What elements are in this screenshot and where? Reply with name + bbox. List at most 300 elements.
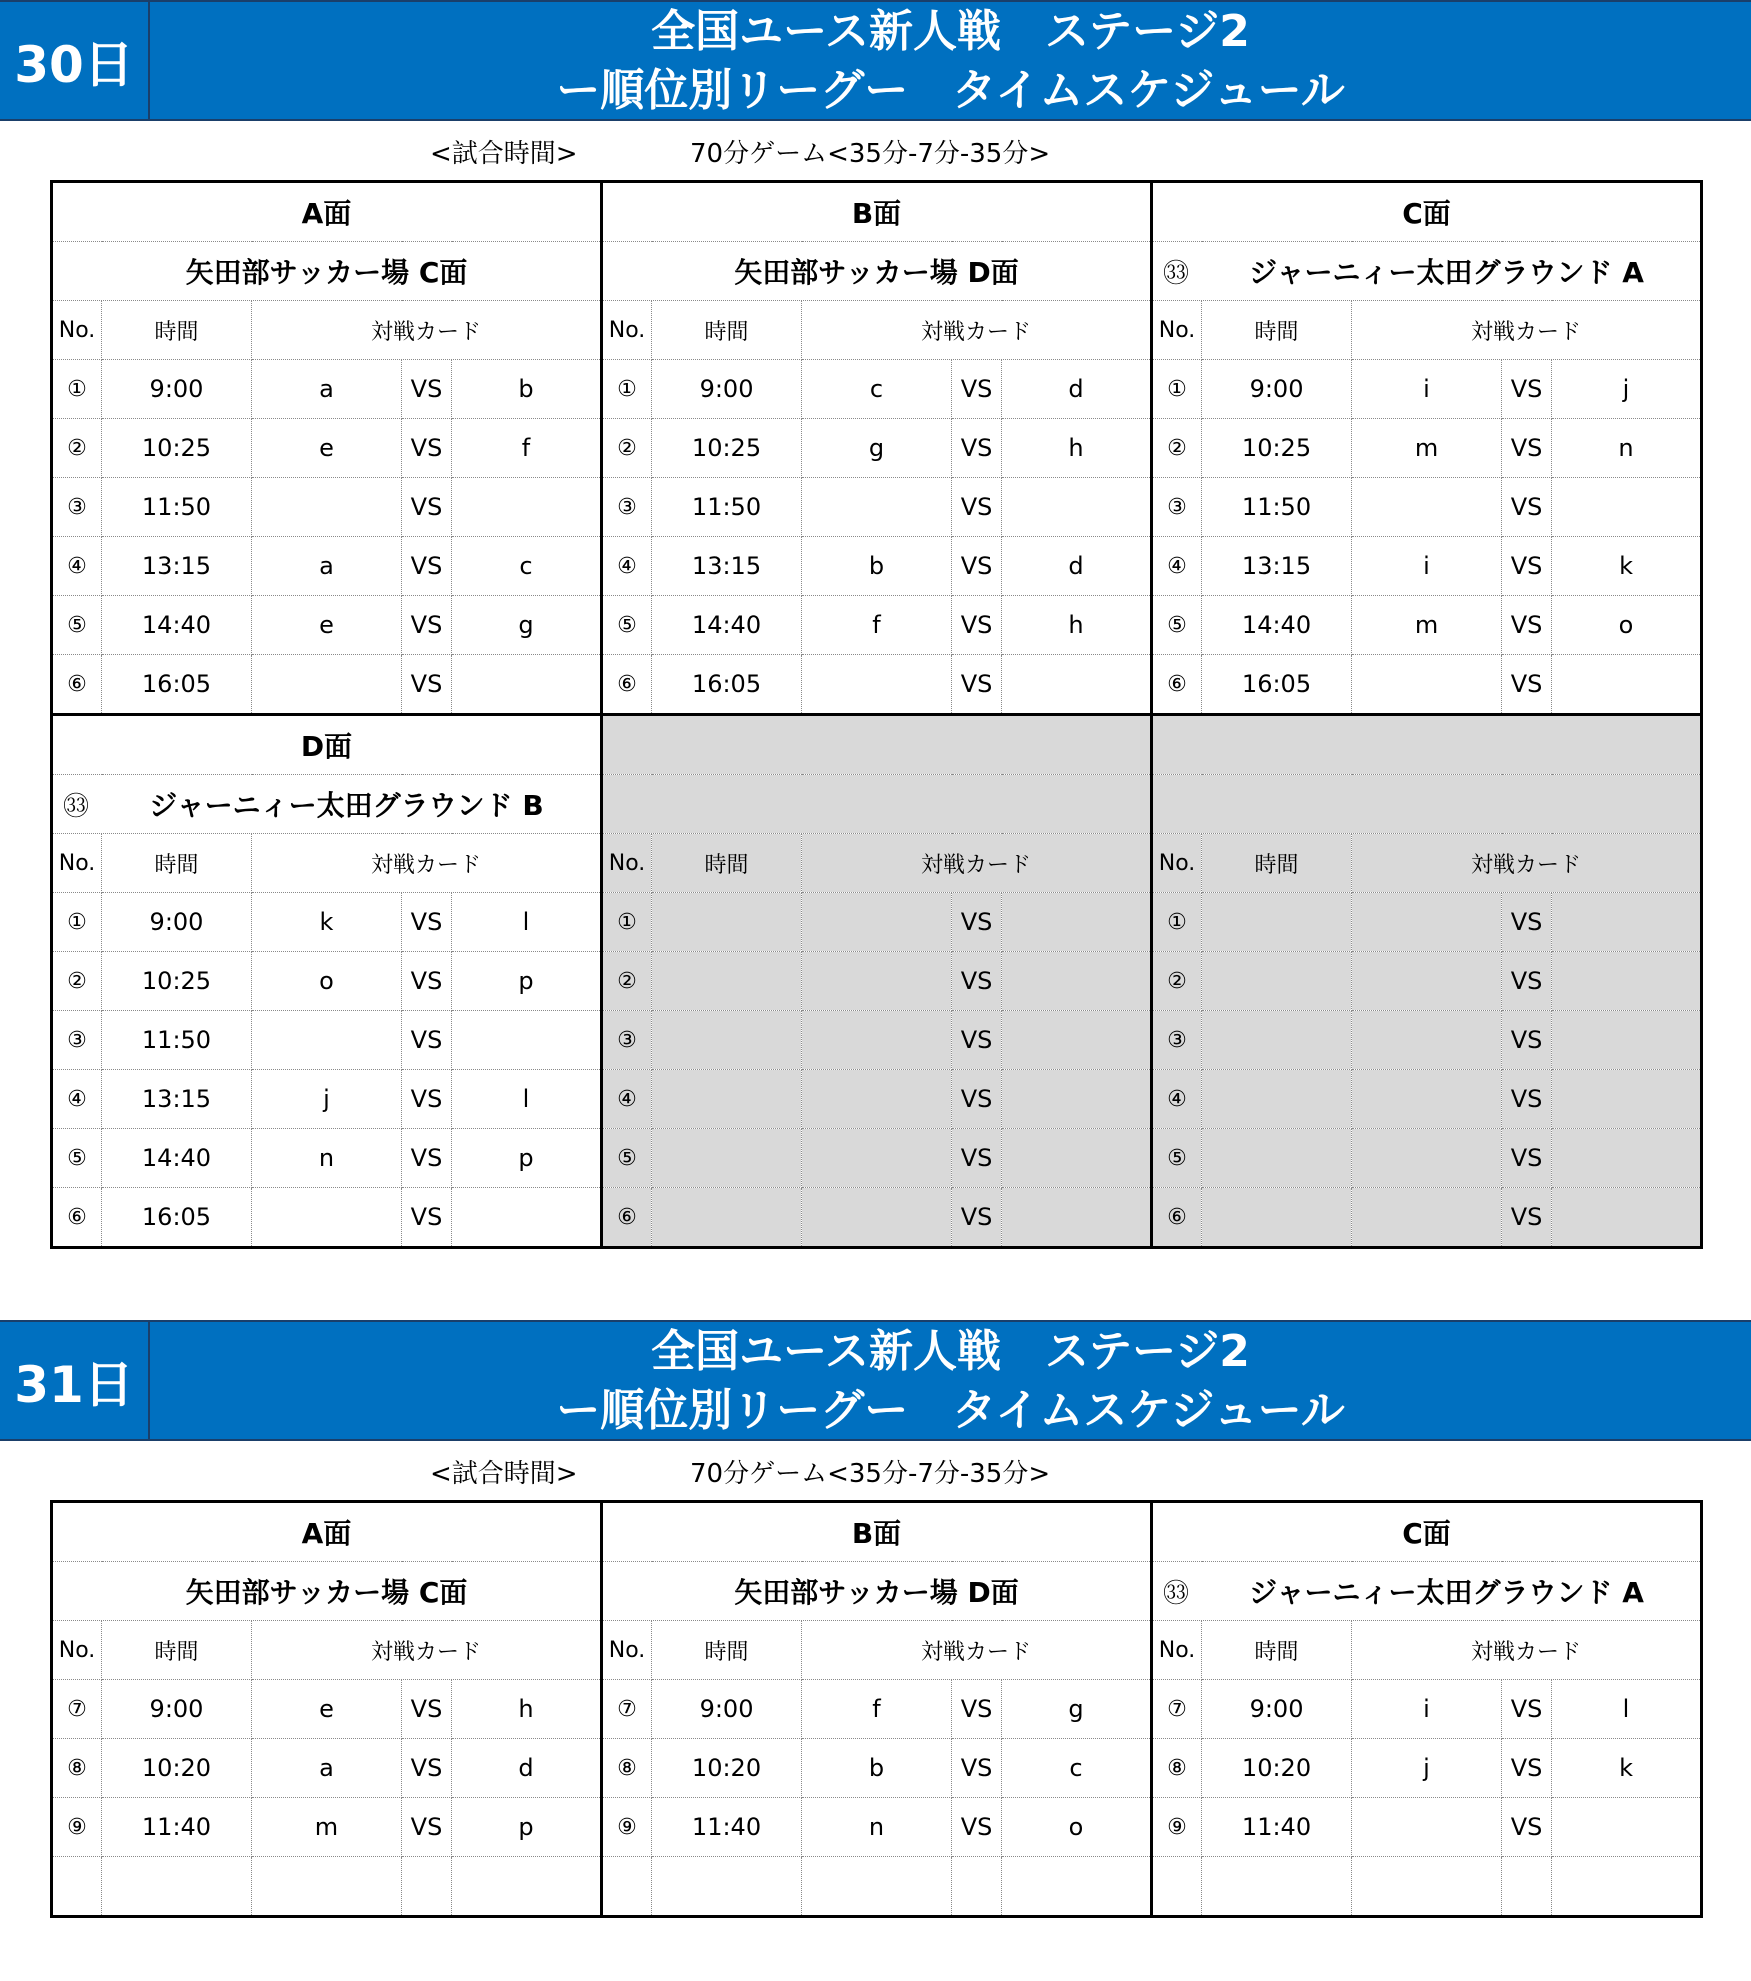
away-team: n	[1552, 419, 1702, 478]
vs-label: VS	[1502, 478, 1552, 537]
vs-label: VS	[402, 655, 452, 715]
away-team: d	[452, 1739, 602, 1798]
match-time-cell: 10:20	[1202, 1739, 1352, 1798]
vs-label: VS	[1502, 1070, 1552, 1129]
away-team	[1552, 893, 1702, 952]
away-team: k	[1552, 1739, 1702, 1798]
away-team: p	[452, 1798, 602, 1857]
home-team	[1352, 478, 1502, 537]
match-number: ⑦	[602, 1680, 652, 1739]
away-team: k	[1552, 537, 1702, 596]
col-header-time: 時間	[1202, 834, 1352, 893]
match-row	[52, 1011, 1702, 1070]
match-number: ⑨	[52, 1798, 102, 1857]
vs-label: VS	[402, 1011, 452, 1070]
col-header-no: No.	[1152, 1621, 1202, 1680]
home-team	[1352, 1070, 1502, 1129]
court-row	[52, 715, 1702, 775]
match-number: ①	[602, 893, 652, 952]
schedule-table	[50, 1500, 1703, 1918]
header-row	[52, 301, 1702, 360]
col-header-card: 対戦カード	[252, 1621, 602, 1680]
vs-label: VS	[952, 1011, 1002, 1070]
match-number: ⑤	[1152, 596, 1202, 655]
away-team	[452, 478, 602, 537]
venue-wrap	[1153, 1562, 1700, 1620]
match-number: ⑧	[1152, 1739, 1202, 1798]
vs-label	[402, 1857, 452, 1917]
match-time-cell: 14:40	[102, 1129, 252, 1188]
home-team: n	[802, 1798, 952, 1857]
home-team	[802, 1129, 952, 1188]
home-team	[252, 655, 402, 715]
home-team: m	[1352, 419, 1502, 478]
away-team: c	[1002, 1739, 1152, 1798]
match-time-cell: 16:05	[652, 655, 802, 715]
away-team: b	[452, 360, 602, 419]
match-number: ⑤	[602, 1129, 652, 1188]
court-name: A面	[52, 1502, 602, 1562]
venue-row	[52, 775, 1702, 834]
match-row	[52, 1798, 1702, 1857]
col-header-time: 時間	[1202, 301, 1352, 360]
match-time-value: 70分ゲーム<35分-7分-35分>	[690, 1459, 1051, 1489]
match-time-cell: 9:00	[102, 893, 252, 952]
home-team	[802, 655, 952, 715]
match-time-cell	[652, 1070, 802, 1129]
vs-label: VS	[402, 537, 452, 596]
match-number: ⑤	[602, 596, 652, 655]
home-team	[802, 478, 952, 537]
home-team	[802, 1857, 952, 1917]
venue-name: 矢田部サッカー場 D面	[734, 1576, 1019, 1609]
match-number: ⑥	[52, 655, 102, 715]
match-number: ④	[52, 1070, 102, 1129]
home-team: e	[252, 1680, 402, 1739]
match-time-cell: 10:20	[102, 1739, 252, 1798]
match-time-cell	[652, 1129, 802, 1188]
match-number: ②	[1152, 419, 1202, 478]
venue-wrap	[53, 1562, 600, 1620]
court-name: C面	[1152, 1502, 1702, 1562]
match-number: ③	[52, 478, 102, 537]
home-team: k	[252, 893, 402, 952]
match-number: ②	[52, 952, 102, 1011]
venue-wrap	[603, 1562, 1150, 1620]
col-header-card: 対戦カード	[1352, 1621, 1702, 1680]
vs-label: VS	[952, 1739, 1002, 1798]
away-team	[1002, 478, 1152, 537]
col-header-time: 時間	[102, 1621, 252, 1680]
vs-label: VS	[1502, 1739, 1552, 1798]
vs-label: VS	[952, 537, 1002, 596]
match-time-cell: 13:15	[652, 537, 802, 596]
col-header-time: 時間	[652, 301, 802, 360]
match-row	[52, 537, 1702, 596]
home-team: i	[1352, 537, 1502, 596]
match-time-cell: 13:15	[102, 537, 252, 596]
match-time-cell: 13:15	[102, 1070, 252, 1129]
match-time-cell	[1202, 1011, 1352, 1070]
venue-name: 矢田部サッカー場 C面	[185, 1576, 468, 1609]
home-team	[1352, 952, 1502, 1011]
away-team	[1002, 1129, 1152, 1188]
match-time-cell	[652, 1857, 802, 1917]
vs-label: VS	[402, 596, 452, 655]
home-team: e	[252, 596, 402, 655]
match-time-cell: 13:15	[1202, 537, 1352, 596]
away-team	[452, 655, 602, 715]
match-time-cell: 10:20	[652, 1739, 802, 1798]
day-banner	[0, 0, 1751, 121]
match-row	[52, 478, 1702, 537]
match-row	[52, 360, 1702, 419]
away-team: l	[1552, 1680, 1702, 1739]
match-number: ⑦	[1152, 1680, 1202, 1739]
away-team	[1002, 1857, 1152, 1917]
vs-label: VS	[952, 952, 1002, 1011]
venue-wrap	[1153, 775, 1700, 833]
venue-name: 矢田部サッカー場 C面	[185, 256, 468, 289]
col-header-card: 対戦カード	[1352, 834, 1702, 893]
match-number: ③	[602, 1011, 652, 1070]
away-team: j	[1552, 360, 1702, 419]
match-number: ⑥	[1152, 655, 1202, 715]
home-team: i	[1352, 1680, 1502, 1739]
home-team	[802, 893, 952, 952]
home-team	[252, 478, 402, 537]
match-number: ⑧	[602, 1739, 652, 1798]
home-team: a	[252, 1739, 402, 1798]
venue-number: ㉝	[63, 791, 90, 822]
home-team: i	[1352, 360, 1502, 419]
vs-label: VS	[952, 1070, 1002, 1129]
venue-name: ジャーニィー太田グラウンド A	[1249, 256, 1644, 289]
vs-label: VS	[952, 478, 1002, 537]
match-row	[52, 1739, 1702, 1798]
venue-wrap	[1153, 242, 1700, 300]
match-row	[52, 1070, 1702, 1129]
col-header-no: No.	[1152, 834, 1202, 893]
venue-cell	[1152, 775, 1702, 834]
away-team: d	[1002, 537, 1152, 596]
venue-cell	[602, 1562, 1152, 1621]
match-time-cell	[652, 1011, 802, 1070]
home-team	[802, 1188, 952, 1248]
col-header-time: 時間	[652, 1621, 802, 1680]
home-team	[252, 1857, 402, 1917]
venue-row	[52, 242, 1702, 301]
match-row	[52, 1188, 1702, 1248]
home-team: c	[802, 360, 952, 419]
col-header-card: 対戦カード	[252, 301, 602, 360]
court-row	[52, 1502, 1702, 1562]
home-team	[802, 1070, 952, 1129]
venue-cell	[602, 242, 1152, 301]
vs-label: VS	[1502, 360, 1552, 419]
venue-name: 矢田部サッカー場 D面	[734, 256, 1019, 289]
col-header-no: No.	[52, 1621, 102, 1680]
match-time-cell	[1202, 1188, 1352, 1248]
vs-label: VS	[402, 1129, 452, 1188]
match-time-cell: 11:40	[102, 1798, 252, 1857]
vs-label: VS	[1502, 893, 1552, 952]
match-time-cell: 10:25	[102, 952, 252, 1011]
match-time-cell: 16:05	[102, 655, 252, 715]
away-team: l	[452, 1070, 602, 1129]
vs-label: VS	[402, 1188, 452, 1248]
away-team	[1002, 1070, 1152, 1129]
vs-label: VS	[402, 1680, 452, 1739]
away-team	[452, 1011, 602, 1070]
away-team	[1552, 1798, 1702, 1857]
away-team: o	[1552, 596, 1702, 655]
home-team: g	[802, 419, 952, 478]
home-team	[1352, 1798, 1502, 1857]
venue-wrap	[53, 775, 600, 833]
match-row	[52, 1857, 1702, 1917]
away-team: c	[452, 537, 602, 596]
match-number: ④	[602, 537, 652, 596]
match-time-cell	[1202, 952, 1352, 1011]
match-time-cell: 9:00	[102, 1680, 252, 1739]
match-time-cell	[652, 952, 802, 1011]
vs-label: VS	[1502, 1680, 1552, 1739]
away-team	[1002, 893, 1152, 952]
venue-cell	[1152, 1562, 1702, 1621]
match-time-value: 70分ゲーム<35分-7分-35分>	[690, 139, 1051, 169]
match-time-cell: 11:50	[652, 478, 802, 537]
away-team	[1002, 952, 1152, 1011]
match-time-cell	[1202, 1129, 1352, 1188]
schedule-table	[50, 180, 1703, 1249]
match-number	[602, 1857, 652, 1917]
vs-label: VS	[1502, 952, 1552, 1011]
match-number: ②	[52, 419, 102, 478]
away-team	[1552, 1188, 1702, 1248]
court-row	[52, 182, 1702, 242]
match-time-cell: 9:00	[652, 360, 802, 419]
col-header-time: 時間	[102, 301, 252, 360]
match-time-cell: 14:40	[1202, 596, 1352, 655]
home-team	[802, 952, 952, 1011]
banner-title	[150, 2, 1751, 119]
match-number: ⑥	[52, 1188, 102, 1248]
vs-label: VS	[1502, 1798, 1552, 1857]
match-time-cell	[1202, 1070, 1352, 1129]
away-team: l	[452, 893, 602, 952]
day-label: 31日	[0, 1322, 150, 1439]
away-team: d	[1002, 360, 1152, 419]
vs-label: VS	[402, 1798, 452, 1857]
vs-label: VS	[402, 893, 452, 952]
court-name: B面	[602, 182, 1152, 242]
match-number: ⑥	[602, 655, 652, 715]
match-number: ①	[602, 360, 652, 419]
venue-number: ㉝	[1163, 1578, 1190, 1609]
home-team: b	[802, 1739, 952, 1798]
col-header-card: 対戦カード	[1352, 301, 1702, 360]
away-team: p	[452, 1129, 602, 1188]
match-time-cell: 9:00	[1202, 1680, 1352, 1739]
venue-row	[52, 1562, 1702, 1621]
col-header-card: 対戦カード	[802, 834, 1152, 893]
match-row	[52, 655, 1702, 715]
day-label: 30日	[0, 2, 150, 119]
match-time-cell	[652, 893, 802, 952]
vs-label: VS	[1502, 655, 1552, 715]
vs-label: VS	[952, 419, 1002, 478]
title-line-1: 全国ユース新人戦 ステージ2	[651, 1325, 1250, 1377]
match-number: ②	[602, 419, 652, 478]
vs-label: VS	[402, 360, 452, 419]
away-team: h	[1002, 596, 1152, 655]
court-name	[602, 715, 1152, 775]
away-team	[1552, 1011, 1702, 1070]
home-team	[1352, 1129, 1502, 1188]
vs-label: VS	[952, 1798, 1002, 1857]
match-number: ①	[1152, 360, 1202, 419]
match-time-cell: 9:00	[1202, 360, 1352, 419]
away-team	[1552, 478, 1702, 537]
match-time-cell: 11:50	[102, 1011, 252, 1070]
col-header-card: 対戦カード	[802, 1621, 1152, 1680]
match-number: ②	[1152, 952, 1202, 1011]
match-number: ①	[52, 360, 102, 419]
match-number: ①	[1152, 893, 1202, 952]
away-team	[1552, 1857, 1702, 1917]
match-time-cell: 16:05	[102, 1188, 252, 1248]
match-time-cell	[102, 1857, 252, 1917]
match-time-label: <試合時間>	[430, 1459, 578, 1489]
home-team	[802, 1011, 952, 1070]
court-name: C面	[1152, 182, 1702, 242]
away-team	[1002, 655, 1152, 715]
match-number: ⑤	[52, 596, 102, 655]
venue-cell	[52, 1562, 602, 1621]
vs-label: VS	[402, 419, 452, 478]
match-time-cell: 10:25	[652, 419, 802, 478]
match-time	[0, 131, 1751, 171]
match-time-cell: 10:25	[102, 419, 252, 478]
match-number: ③	[52, 1011, 102, 1070]
match-number: ③	[1152, 1011, 1202, 1070]
match-number: ④	[1152, 1070, 1202, 1129]
away-team: h	[1002, 419, 1152, 478]
vs-label: VS	[952, 596, 1002, 655]
match-number: ⑥	[1152, 1188, 1202, 1248]
away-team	[452, 1857, 602, 1917]
home-team: a	[252, 537, 402, 596]
match-number: ⑦	[52, 1680, 102, 1739]
home-team: m	[252, 1798, 402, 1857]
col-header-no: No.	[1152, 301, 1202, 360]
venue-name: ジャーニィー太田グラウンド A	[1249, 1576, 1644, 1609]
match-time-label: <試合時間>	[430, 139, 578, 169]
home-team	[252, 1011, 402, 1070]
away-team: p	[452, 952, 602, 1011]
vs-label: VS	[1502, 1011, 1552, 1070]
home-team: j	[252, 1070, 402, 1129]
court-name: D面	[52, 715, 602, 775]
match-number	[1152, 1857, 1202, 1917]
banner-title	[150, 1322, 1751, 1439]
home-team: m	[1352, 596, 1502, 655]
match-number: ⑤	[52, 1129, 102, 1188]
home-team	[1352, 1857, 1502, 1917]
away-team: f	[452, 419, 602, 478]
vs-label: VS	[1502, 1129, 1552, 1188]
match-number: ④	[52, 537, 102, 596]
vs-label	[1502, 1857, 1552, 1917]
vs-label: VS	[952, 655, 1002, 715]
col-header-time: 時間	[1202, 1621, 1352, 1680]
venue-name: ジャーニィー太田グラウンド B	[149, 789, 544, 822]
title-line-1: 全国ユース新人戦 ステージ2	[651, 5, 1250, 57]
away-team: o	[1002, 1798, 1152, 1857]
col-header-card: 対戦カード	[802, 301, 1152, 360]
col-header-no: No.	[602, 1621, 652, 1680]
match-row	[52, 952, 1702, 1011]
match-number: ⑤	[1152, 1129, 1202, 1188]
vs-label: VS	[402, 952, 452, 1011]
col-header-time: 時間	[102, 834, 252, 893]
match-time	[0, 1451, 1751, 1491]
match-time-cell	[1202, 893, 1352, 952]
col-header-card: 対戦カード	[252, 834, 602, 893]
match-time-cell: 14:40	[102, 596, 252, 655]
court-name: A面	[52, 182, 602, 242]
home-team	[252, 1188, 402, 1248]
match-number: ⑧	[52, 1739, 102, 1798]
home-team	[1352, 893, 1502, 952]
vs-label: VS	[1502, 419, 1552, 478]
vs-label: VS	[952, 360, 1002, 419]
day-banner	[0, 1320, 1751, 1441]
venue-cell	[52, 242, 602, 301]
home-team: f	[802, 596, 952, 655]
vs-label: VS	[1502, 537, 1552, 596]
vs-label: VS	[402, 1070, 452, 1129]
vs-label: VS	[952, 1188, 1002, 1248]
match-number: ③	[602, 478, 652, 537]
vs-label: VS	[952, 893, 1002, 952]
match-number: ④	[1152, 537, 1202, 596]
vs-label: VS	[1502, 596, 1552, 655]
match-number: ⑥	[602, 1188, 652, 1248]
match-time-cell: 11:40	[1202, 1798, 1352, 1857]
away-team	[1002, 1188, 1152, 1248]
away-team	[1552, 655, 1702, 715]
away-team: g	[452, 596, 602, 655]
match-time-cell: 16:05	[1202, 655, 1352, 715]
match-number: ③	[1152, 478, 1202, 537]
home-team: a	[252, 360, 402, 419]
home-team	[1352, 655, 1502, 715]
match-number: ②	[602, 952, 652, 1011]
venue-number: ㉝	[1163, 258, 1190, 289]
home-team: n	[252, 1129, 402, 1188]
away-team	[1552, 1070, 1702, 1129]
home-team: o	[252, 952, 402, 1011]
vs-label	[952, 1857, 1002, 1917]
away-team	[452, 1188, 602, 1248]
match-number: ⑨	[1152, 1798, 1202, 1857]
match-row	[52, 596, 1702, 655]
col-header-no: No.	[52, 301, 102, 360]
vs-label: VS	[952, 1129, 1002, 1188]
match-number: ④	[602, 1070, 652, 1129]
